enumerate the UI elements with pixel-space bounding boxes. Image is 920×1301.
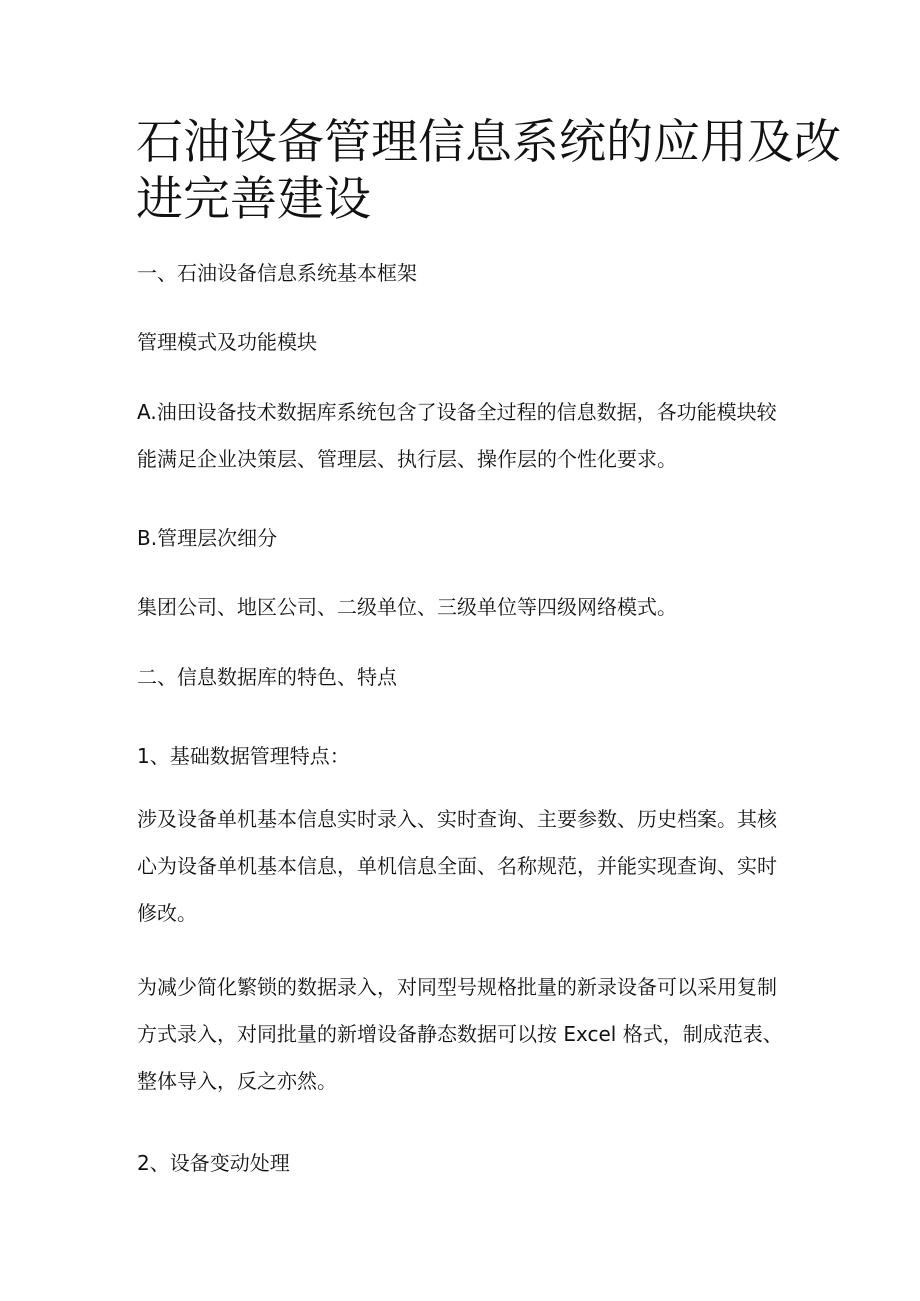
paragraph-b: B.管理层次细分 [137,526,278,550]
section-heading-features: 二、信息数据库的特色、特点 [137,665,397,689]
section-heading-framework: 一、石油设备信息系统基本框架 [137,261,417,285]
subheading-basic-data: 1、基础数据管理特点： [137,744,350,768]
subheading-equipment-change: 2、设备变动处理 [137,1151,290,1175]
paragraph-a: A.油田设备技术数据库系统包含了设备全过程的信息数据，各功能模块较 能满足企业决策层、管理层、执行层、操作层的个性化要求。 [137,400,777,471]
paragraph-basic-data: 涉及设备单机基本信息实时录入、实时查询、主要参数、历史档案。其核 心为设备单机基本信息，单机信息全面、名称规范，并能实现查询、实时 修改。 [137,807,777,925]
paragraph-levels: 集团公司、地区公司、二级单位、三级单位等四级网络模式。 [137,595,677,619]
paragraph-data-entry: 为减少简化繁锁的数据录入，对同型号规格批量的新录设备可以采用复制 方式录入，对同批量的新增设备静态数据可以按 Excel 格式，制成范表、 整体导入，反之亦然。 [137,975,783,1093]
title-line: 石油设备管理信息系统的应用及改 [136,115,841,170]
title-line: 进完善建设 [136,172,371,227]
document-title [136,114,841,228]
subheading-management-mode: 管理模式及功能模块 [137,330,317,354]
